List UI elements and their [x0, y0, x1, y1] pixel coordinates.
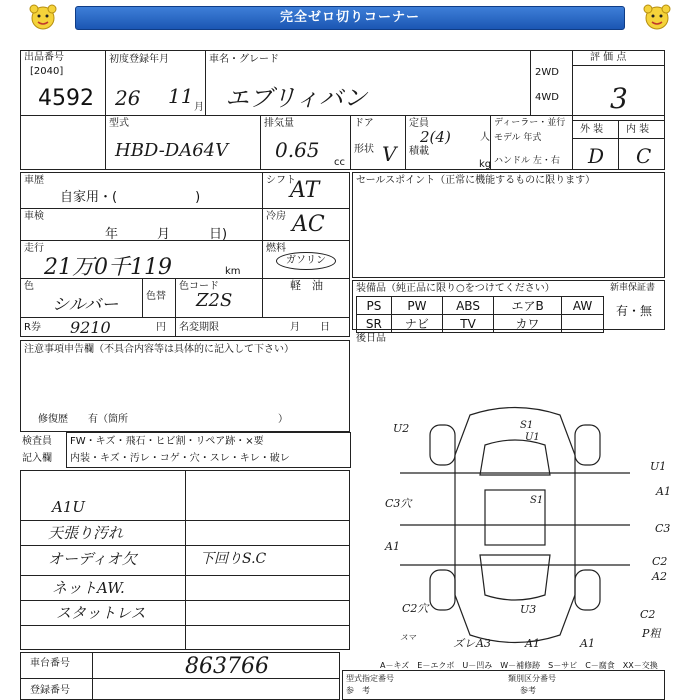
km-unit: km: [225, 266, 241, 277]
mascot-left-icon: [26, 3, 60, 33]
inspector-label: 検査員: [22, 436, 52, 447]
reg-no-label: 登録番号: [30, 685, 70, 696]
mileage-value: 21万0千119: [44, 255, 172, 280]
form-label-2: 類別区分番号: [508, 674, 556, 683]
equipment-table: [356, 296, 604, 333]
capacity-value: 2(4): [420, 128, 451, 146]
diagram-mark-u1-top: U1: [525, 432, 540, 443]
displacement-value: 0.65: [275, 138, 320, 162]
diagram-mark-a1-bottom-2: A1: [580, 637, 595, 650]
equip-abs: ABS: [443, 297, 494, 315]
diagram-mark-p-rough: P粗: [642, 627, 661, 640]
diagram-mark-u1-right: U1: [650, 460, 667, 473]
inspection-label: 車検: [24, 211, 44, 222]
entry-label: 記入欄: [22, 453, 52, 464]
recycle-label: R券: [24, 322, 41, 333]
diagram-mark-a3: A3: [476, 637, 491, 650]
type-value: HBD-DA64V: [115, 140, 229, 161]
fuel-alt: 軽 油: [290, 279, 323, 292]
shift-label: シフト: [266, 175, 296, 186]
diagram-mark-u2: U2: [393, 422, 410, 435]
diagram-mark-s1-mid: S1: [530, 495, 544, 506]
door-label: ドア: [354, 118, 374, 129]
equip-ps: PS: [357, 297, 392, 315]
model-name-label: 車名・グレード: [209, 54, 279, 65]
equip-sr: SR: [357, 315, 392, 333]
type-label: 型式: [109, 118, 129, 129]
equip-airbag: エアB: [494, 297, 562, 315]
kg-unit: kg: [479, 159, 492, 170]
diagram-mark-c2-rear: C2: [640, 608, 656, 621]
name-change-value: 月 日: [290, 322, 330, 333]
usage-value: 自家用・( ): [60, 190, 201, 205]
vehicle-no-label: 車台番号: [30, 658, 70, 669]
mileage-label: 走行: [24, 243, 44, 254]
note-line-5: スタットレス: [56, 604, 146, 622]
diagram-mark-a1-bottom: A1: [525, 637, 540, 650]
diagram-mark-a2-right: A2: [652, 570, 667, 583]
color-no-label: 色替: [146, 291, 166, 302]
equip-aw: AW: [562, 297, 604, 315]
drive-2wd: 2WD: [535, 67, 559, 78]
form-label-1: 型式指定番号: [346, 674, 394, 683]
usage-label: 車歴: [24, 175, 44, 186]
recycle-value: 9210: [70, 318, 111, 337]
new-warranty-label: 新車保証書: [610, 283, 656, 293]
warranty-value: 有・無: [616, 304, 653, 318]
yen-unit: 円: [156, 322, 166, 333]
color-label: 色: [24, 281, 34, 292]
dealer-label: ディーラー・並行: [494, 118, 566, 128]
diagram-mark-a1-right: A1: [656, 485, 671, 498]
load-label: 積載: [409, 146, 429, 157]
displacement-label: 排気量: [264, 118, 294, 129]
month-unit: 月: [194, 102, 204, 113]
selling-point-label: セールスポイント（正常に機能するものに限ります）: [356, 175, 596, 186]
inspector-line1: FW・キズ・飛石・ヒビ割・リペア跡・×要: [70, 436, 264, 447]
first-reg-year: 26: [115, 86, 141, 110]
diagram-mark-a1-left: A1: [385, 540, 400, 553]
fuel-label: 燃料: [266, 243, 286, 254]
model-year-label: モデル 年式: [494, 133, 542, 143]
diagram-mark-c3: C3穴: [385, 497, 412, 510]
ac-value: AC: [292, 212, 325, 237]
after-label: 後日品: [356, 333, 386, 344]
capacity-label: 定員: [409, 118, 429, 129]
inspection-value: 年 月 日): [105, 227, 228, 242]
interior-label: 内 装: [626, 124, 650, 135]
first-reg-label: 初度登録年月: [109, 54, 169, 65]
color-value: シルバー: [52, 295, 119, 315]
equip-blank: [562, 315, 604, 333]
first-reg-month: 11: [168, 84, 194, 108]
name-change-label: 名変期限: [179, 322, 219, 333]
banner-title: 完全ゼロ切りコーナー: [75, 6, 625, 30]
inspector-line2: 内装・キズ・汚レ・コゲ・穴・スレ・キレ・破レ: [70, 453, 290, 464]
equip-navi: ナビ: [391, 315, 442, 333]
note-line-3: オーディオ欠: [48, 550, 137, 568]
diagram-mark-c3-right: C3: [655, 522, 671, 535]
note-line-4: ネットAW.: [52, 579, 125, 597]
repair-label: 修復歴 有（箇所 ）: [38, 414, 288, 425]
shift-value: AT: [290, 178, 320, 203]
shape-label: 形状: [354, 144, 374, 155]
mascot-right-icon: [640, 3, 674, 33]
person-unit: 人: [480, 132, 490, 143]
car-diagram: [400, 395, 630, 655]
exterior-label: 外 装: [580, 124, 604, 135]
interior-grade: C: [636, 144, 652, 168]
note-line-2: 天張り汚れ: [48, 524, 124, 542]
selling-point-frame: [352, 172, 665, 278]
cc-unit: cc: [334, 157, 345, 168]
form-ref-label: 参 考: [346, 686, 370, 695]
note-line-1: A1U: [52, 498, 86, 516]
diagram-mark-suma: スマ: [400, 633, 416, 642]
lot-label: 出品番号: [24, 52, 64, 63]
legend2: 参考: [520, 686, 536, 695]
lot-number: 4592: [38, 86, 94, 111]
color-code-value: Z2S: [196, 290, 233, 311]
diagram-mark-zure: ズレ: [453, 637, 475, 650]
equip-leather: カワ: [494, 315, 562, 333]
under-note: 下回りS.C: [200, 551, 267, 567]
handle-label: ハンドル 左・右: [494, 156, 560, 166]
shape-value: V: [382, 142, 397, 166]
color-code-label: 色コード: [179, 281, 219, 292]
vehicle-no-value: 863766: [185, 654, 269, 679]
ac-label: 冷房: [266, 211, 286, 222]
notes-label: 注意事項申告欄（不具合内容等は具体的に記入して下さい）: [24, 344, 294, 355]
diagram-legend: A－キズ E－エクボ U－凹み W－補修跡 S－サビ C－腐食 XX－交換: [380, 661, 658, 670]
score-value: 3: [610, 82, 628, 115]
model-name: エブリィバン: [225, 84, 368, 112]
diagram-mark-u3: U3: [520, 603, 537, 616]
diagram-mark-c2-right: C2: [652, 555, 668, 568]
drive-4wd: 4WD: [535, 92, 559, 103]
fuel-value: ガソリン: [276, 252, 336, 270]
exterior-grade: D: [588, 144, 605, 168]
equip-pw: PW: [391, 297, 442, 315]
equip-tv: TV: [443, 315, 494, 333]
lot-code: [2040]: [30, 66, 64, 77]
diagram-mark-c2-hole: C2穴: [402, 602, 429, 615]
equipment-label: 装備品（純正品に限り○をつけてください）: [356, 283, 555, 294]
score-label: 評 価 点: [590, 52, 627, 63]
diagram-mark-s1-top: S1: [520, 420, 534, 431]
